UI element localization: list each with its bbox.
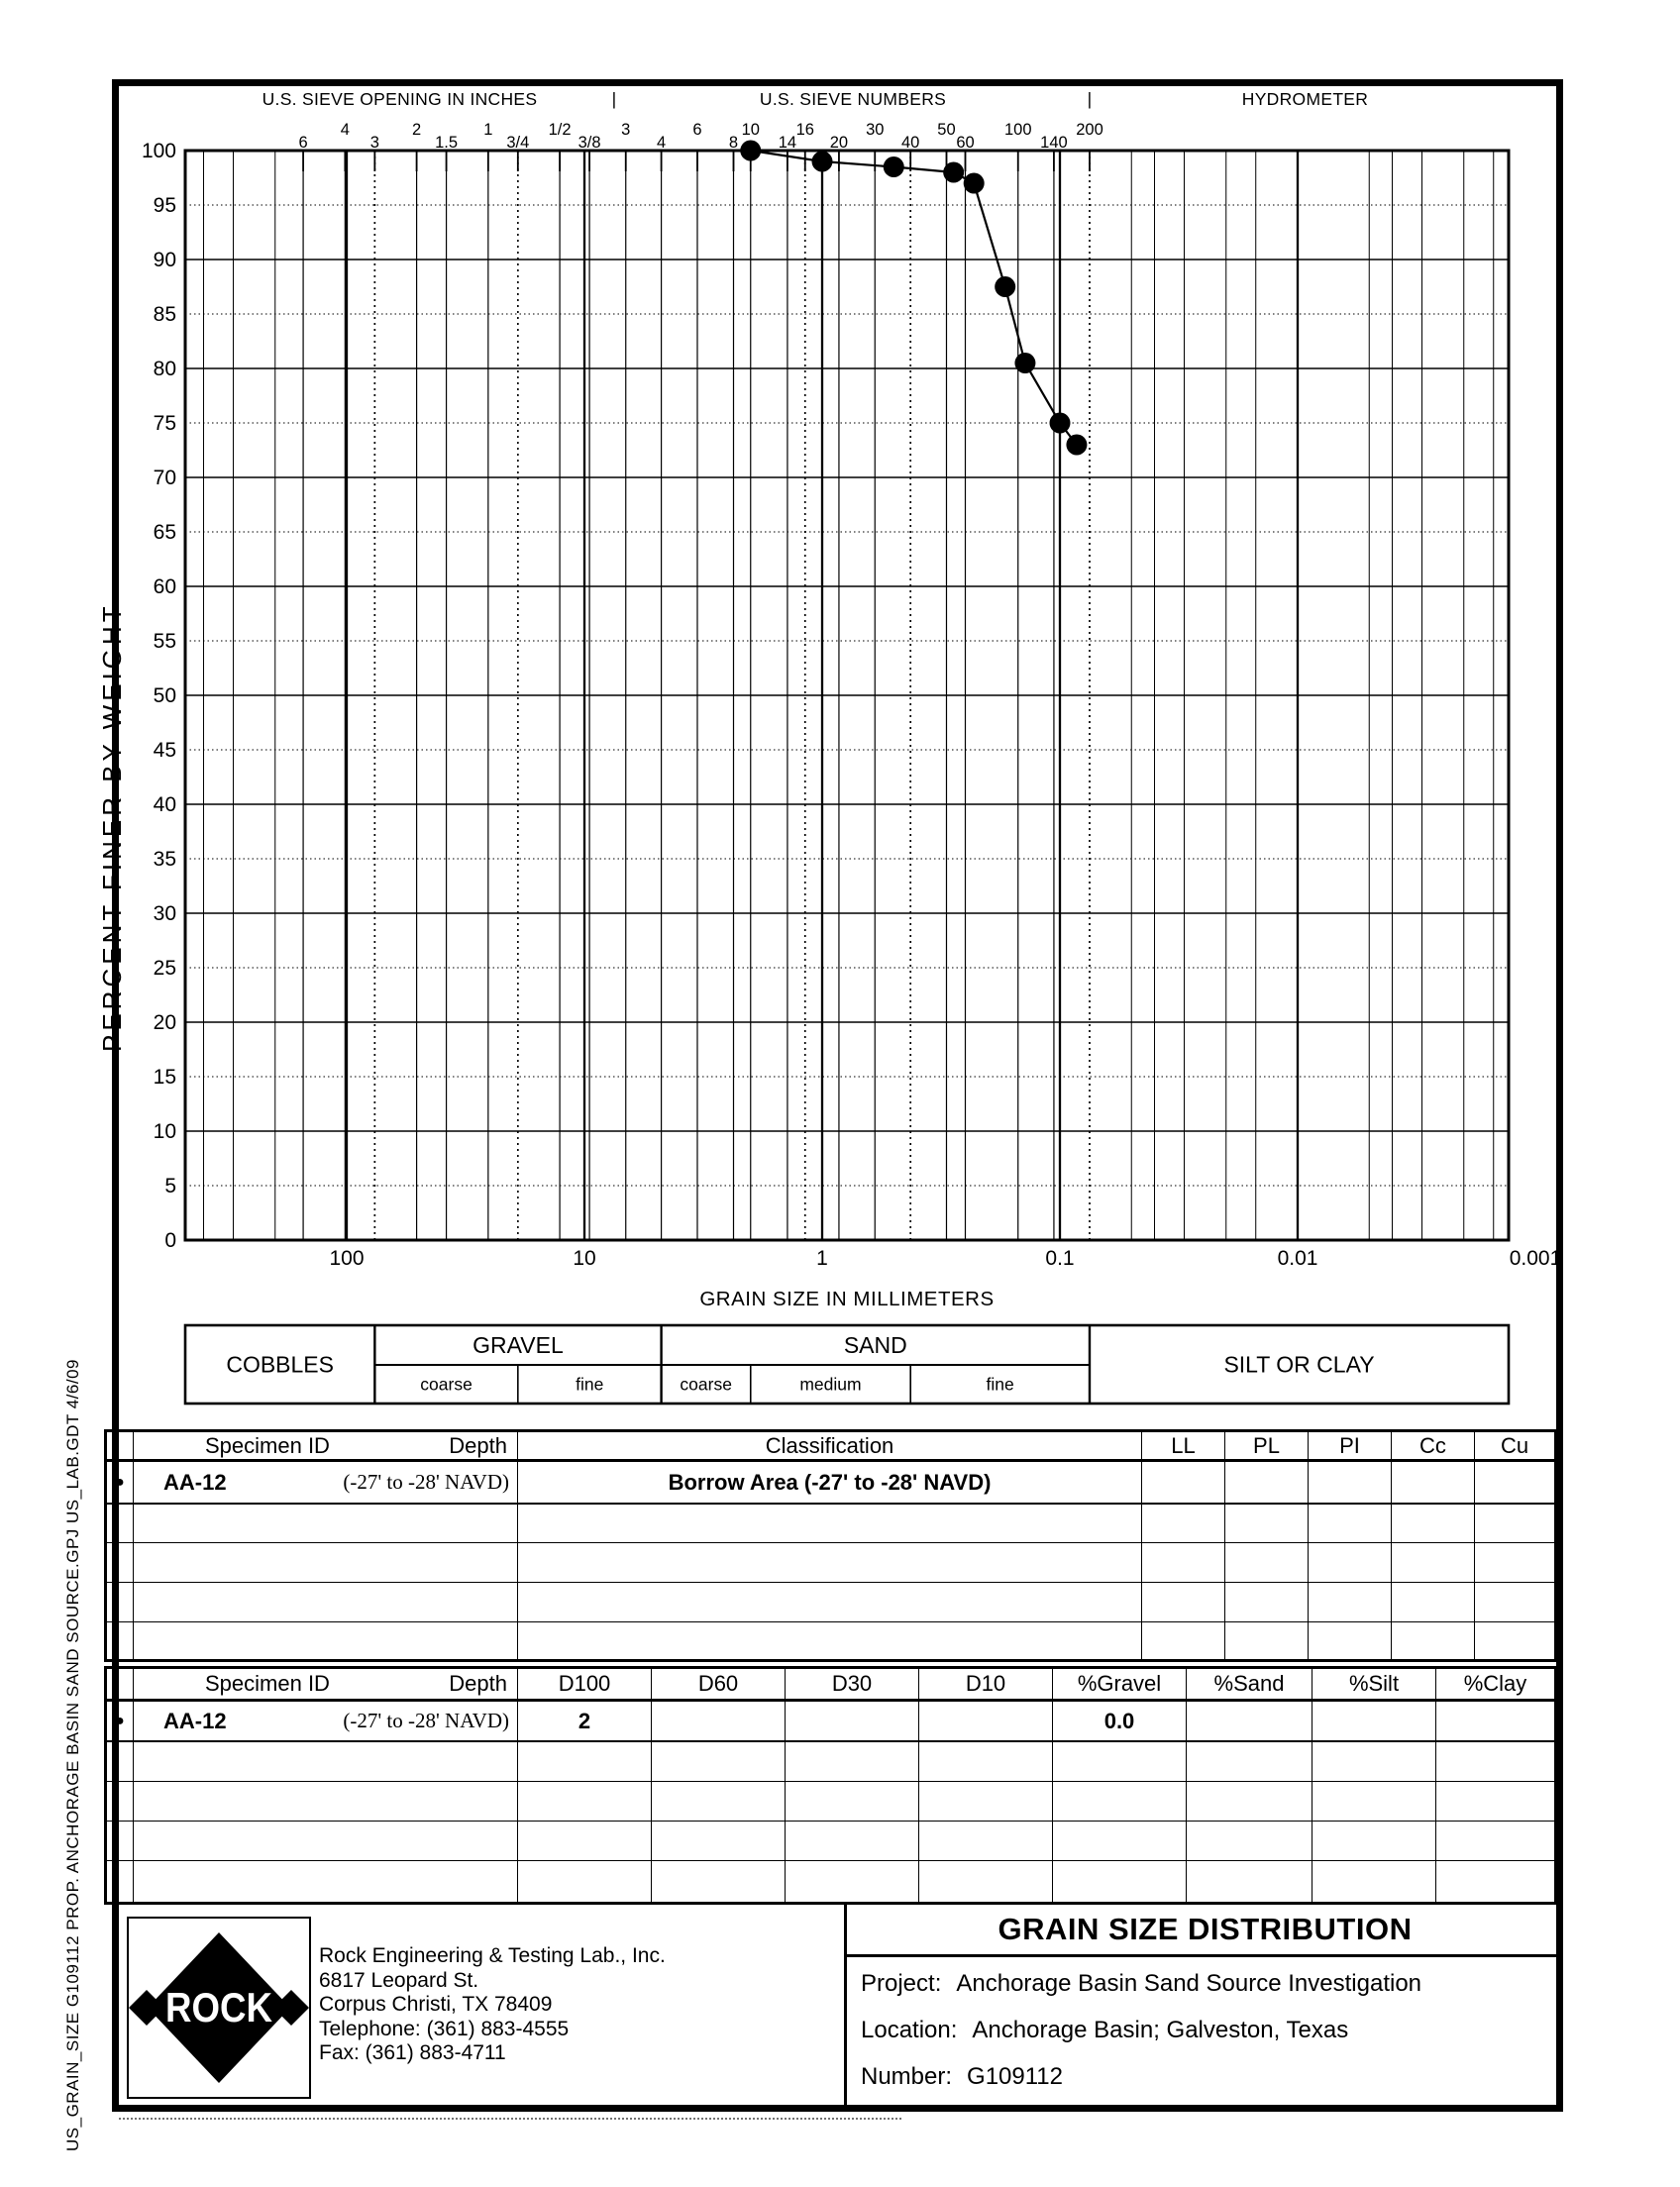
empty-cell <box>518 1742 652 1782</box>
empty-cell <box>1142 1583 1225 1622</box>
empty-cell <box>1225 1583 1309 1622</box>
company-info <box>319 1944 666 2066</box>
sieve-label: 8 <box>728 134 739 152</box>
empty-cell <box>1436 1861 1554 1902</box>
classification-table <box>104 1429 1557 1662</box>
empty-cell <box>1475 1543 1554 1583</box>
empty-cell <box>1187 1782 1312 1822</box>
empty-cell <box>1142 1622 1225 1659</box>
sieve-label: 3/4 <box>506 134 530 152</box>
empty-cell <box>518 1583 1142 1622</box>
sieve-label: 20 <box>829 134 849 152</box>
x-tick-label: 0.1 <box>1045 1247 1075 1270</box>
axis-group-separator: | <box>611 89 617 109</box>
empty-cell <box>1225 1622 1309 1659</box>
column-header: D60 <box>652 1669 786 1702</box>
company-fax: Fax: (361) 883-4711 <box>319 2041 506 2064</box>
location-row <box>861 2015 1348 2046</box>
empty-cell <box>786 1782 919 1822</box>
sieve-label: 1 <box>483 121 493 139</box>
empty-cell <box>107 1583 134 1622</box>
empty-cell <box>518 1822 652 1861</box>
x-tick-label: 100 <box>329 1247 365 1270</box>
data-point <box>1014 353 1035 373</box>
number-value: G109112 <box>967 2063 1064 2090</box>
value-cell <box>919 1702 1053 1742</box>
y-tick-label: 5 <box>164 1175 176 1198</box>
series-marker: ● <box>107 1702 134 1742</box>
empty-cell <box>1475 1622 1554 1659</box>
y-tick-label: 10 <box>153 1120 176 1143</box>
empty-cell <box>919 1822 1053 1861</box>
depth-header: Depth <box>449 1671 507 1696</box>
title-block-right <box>847 1905 1563 2112</box>
gradation-curve <box>751 151 1077 445</box>
y-tick-label: 50 <box>153 684 176 707</box>
empty-cell <box>1053 1782 1187 1822</box>
number-row <box>861 2061 1063 2093</box>
data-point <box>812 152 833 172</box>
top-axis-group-sieve-numbers: U.S. SIEVE NUMBERS <box>759 89 947 109</box>
sieve-label: 60 <box>956 134 975 152</box>
column-header: %Clay <box>1436 1669 1554 1702</box>
empty-cell <box>1053 1822 1187 1861</box>
y-tick-label: 65 <box>153 521 176 544</box>
empty-cell <box>1436 1742 1554 1782</box>
empty-cell <box>134 1505 518 1543</box>
sieve-label: 4 <box>656 134 667 152</box>
sieve-label: 14 <box>778 134 797 152</box>
company-street: 6817 Leopard St. <box>319 1968 479 1992</box>
empty-cell <box>518 1543 1142 1583</box>
empty-cell <box>1475 1583 1554 1622</box>
data-point <box>995 276 1015 297</box>
logo-left-wing <box>129 1990 164 2026</box>
empty-cell <box>107 1861 134 1902</box>
x-axis-title: GRAIN SIZE IN MILLIMETERS <box>699 1288 995 1310</box>
location-label: Location: <box>861 2017 958 2043</box>
empty-cell <box>134 1742 518 1782</box>
top-axis-group-sieve-inches: U.S. SIEVE OPENING IN INCHES <box>262 89 538 109</box>
location-value: Anchorage Basin; Galveston, Texas <box>972 2017 1349 2043</box>
specimen-id-header: Specimen ID <box>205 1432 330 1458</box>
sieve-label: 16 <box>795 121 814 139</box>
gradation-table <box>104 1666 1557 1905</box>
axis-group-separator: | <box>1087 89 1093 109</box>
x-tick-label: 1 <box>816 1247 828 1270</box>
y-tick-label: 80 <box>153 358 176 380</box>
sieve-label: 10 <box>741 121 760 139</box>
specimen-row-id <box>134 1702 518 1742</box>
x-tick-label: 0.01 <box>1277 1247 1318 1270</box>
value-cell: 0.0 <box>1053 1702 1187 1742</box>
column-header: D100 <box>518 1669 652 1702</box>
sieve-label: 6 <box>298 134 308 152</box>
value-cell <box>786 1702 919 1742</box>
class-gravel: GRAVEL <box>472 1332 564 1358</box>
empty-cell <box>1053 1861 1187 1902</box>
value-cell <box>1309 1462 1392 1505</box>
logo-text: ROCK <box>165 1984 272 2031</box>
specimen-row-id <box>134 1462 518 1505</box>
y-tick-label: 85 <box>153 303 176 326</box>
header-specimen-depth <box>134 1432 518 1462</box>
empty-cell <box>107 1505 134 1543</box>
number-label: Number: <box>861 2063 953 2090</box>
data-point <box>884 156 904 177</box>
empty-cell <box>134 1822 518 1861</box>
y-tick-label: 70 <box>153 467 176 489</box>
data-point <box>943 162 964 183</box>
depth-header: Depth <box>449 1432 507 1458</box>
column-header: %Gravel <box>1053 1669 1187 1702</box>
empty-cell <box>919 1742 1053 1782</box>
series-marker: ● <box>107 1462 134 1505</box>
class-silt-or-clay: SILT OR CLAY <box>1223 1351 1375 1378</box>
empty-cell <box>652 1822 786 1861</box>
rock-logo <box>129 1919 309 2097</box>
class-sand: SAND <box>843 1332 907 1358</box>
sieve-label: 140 <box>1040 134 1068 152</box>
empty-cell <box>1225 1505 1309 1543</box>
column-header: LL <box>1142 1432 1225 1462</box>
data-point <box>740 141 761 161</box>
sieve-label: 1/2 <box>548 121 572 139</box>
sieve-label: 100 <box>1003 121 1032 139</box>
x-tick-label: 10 <box>573 1247 596 1270</box>
empty-cell <box>786 1861 919 1902</box>
file-info-vertical-text: US_GRAIN_SIZE G109112 PROP. ANCHORAGE BASIN SAND SOURCE.GPJ US_LAB.GDT 4/6/09 <box>63 1359 82 2151</box>
title-block <box>112 1905 1563 2112</box>
empty-cell <box>1142 1505 1225 1543</box>
sieve-label: 3 <box>369 134 379 152</box>
specimen-id-header: Specimen ID <box>205 1671 330 1696</box>
sieve-label: 50 <box>937 121 956 139</box>
y-tick-label: 95 <box>153 194 176 217</box>
y-tick-label: 40 <box>153 793 176 816</box>
class-cobbles: COBBLES <box>226 1351 334 1378</box>
y-tick-label: 100 <box>141 140 176 162</box>
empty-cell <box>1312 1742 1436 1782</box>
empty-cell <box>107 1543 134 1583</box>
x-tick-label: 0.001 <box>1509 1247 1562 1270</box>
project-value: Anchorage Basin Sand Source Investigation <box>956 1970 1422 1997</box>
empty-cell <box>107 1782 134 1822</box>
empty-cell <box>786 1742 919 1782</box>
y-tick-label: 25 <box>153 957 176 980</box>
empty-cell <box>518 1861 652 1902</box>
sieve-label: 40 <box>901 134 920 152</box>
column-header: Cu <box>1475 1432 1554 1462</box>
top-axis-group-hydrometer: HYDROMETER <box>1241 89 1369 109</box>
empty-cell <box>1309 1583 1392 1622</box>
project-row <box>861 1968 1421 2000</box>
y-tick-label: 60 <box>153 575 176 598</box>
y-tick-label: 30 <box>153 902 176 925</box>
sieve-label: 1.5 <box>435 134 459 152</box>
class-sand-medium: medium <box>799 1374 862 1395</box>
value-cell <box>652 1702 786 1742</box>
class-sand-coarse: coarse <box>680 1374 732 1395</box>
class-gravel-coarse: coarse <box>420 1374 472 1395</box>
value-cell <box>1475 1462 1554 1505</box>
empty-cell <box>1436 1822 1554 1861</box>
empty-cell <box>919 1782 1053 1822</box>
empty-cell <box>652 1782 786 1822</box>
empty-cell <box>1312 1861 1436 1902</box>
specimen-depth: (-27' to -28' NAVD) <box>343 1470 509 1494</box>
sieve-label: 3/8 <box>578 134 601 152</box>
column-header: D10 <box>919 1669 1053 1702</box>
empty-cell <box>107 1822 134 1861</box>
data-point <box>1066 435 1087 456</box>
sieve-label: 4 <box>340 121 350 139</box>
header-specimen-depth <box>134 1669 518 1702</box>
value-cell <box>1225 1462 1309 1505</box>
empty-cell <box>134 1782 518 1822</box>
empty-cell <box>518 1622 1142 1659</box>
y-tick-label: 55 <box>153 630 176 653</box>
empty-cell <box>1309 1543 1392 1583</box>
empty-cell <box>107 1742 134 1782</box>
data-point <box>964 173 985 194</box>
empty-cell <box>919 1861 1053 1902</box>
column-header: PL <box>1225 1432 1309 1462</box>
grain-size-distribution-chart <box>112 79 1563 1416</box>
y-tick-label: 75 <box>153 412 176 435</box>
empty-cell <box>1053 1742 1187 1782</box>
value-cell <box>1142 1462 1225 1505</box>
class-sand-fine: fine <box>986 1374 1014 1395</box>
value-cell <box>1187 1702 1312 1742</box>
column-header: %Sand <box>1187 1669 1312 1702</box>
empty-cell <box>786 1822 919 1861</box>
empty-cell <box>652 1742 786 1782</box>
class-gravel-fine: fine <box>576 1374 604 1395</box>
y-tick-label: 90 <box>153 249 176 271</box>
sieve-label: 6 <box>692 121 702 139</box>
empty-cell <box>1225 1543 1309 1583</box>
logo-right-wing <box>273 1990 309 2026</box>
empty-cell <box>1392 1622 1475 1659</box>
specimen-depth: (-27' to -28' NAVD) <box>343 1709 509 1732</box>
empty-cell <box>518 1782 652 1822</box>
empty-cell <box>134 1583 518 1622</box>
company-logo <box>127 1917 311 2099</box>
empty-cell <box>1142 1543 1225 1583</box>
column-header: %Silt <box>1312 1669 1436 1702</box>
y-tick-label: 0 <box>164 1229 176 1252</box>
scan-artifact-line <box>119 2118 901 2120</box>
empty-cell <box>1187 1822 1312 1861</box>
empty-cell <box>1392 1583 1475 1622</box>
value-cell: 2 <box>518 1702 652 1742</box>
chart-layer <box>142 121 1561 1404</box>
empty-cell <box>652 1861 786 1902</box>
empty-cell <box>518 1505 1142 1543</box>
empty-cell <box>107 1622 134 1659</box>
empty-cell <box>1312 1782 1436 1822</box>
column-header: PI <box>1309 1432 1392 1462</box>
value-cell <box>1436 1702 1554 1742</box>
empty-cell <box>1392 1543 1475 1583</box>
y-tick-label: 45 <box>153 739 176 762</box>
project-label: Project: <box>861 1970 942 1997</box>
value-cell <box>1312 1702 1436 1742</box>
y-tick-label: 20 <box>153 1011 176 1034</box>
company-phone: Telephone: (361) 883-4555 <box>319 2017 570 2040</box>
empty-cell <box>134 1861 518 1902</box>
column-header: Classification <box>518 1432 1142 1462</box>
column-header: D30 <box>786 1669 919 1702</box>
data-point <box>1050 413 1071 434</box>
sieve-label: 2 <box>411 121 422 139</box>
header-marker-cell <box>107 1432 134 1462</box>
empty-cell <box>134 1543 518 1583</box>
value-cell: Borrow Area (-27' to -28' NAVD) <box>518 1462 1142 1505</box>
empty-cell <box>1309 1505 1392 1543</box>
sieve-label: 30 <box>866 121 885 139</box>
y-tick-label: 35 <box>153 848 176 871</box>
empty-cell <box>1309 1622 1392 1659</box>
empty-cell <box>1187 1742 1312 1782</box>
company-name: Rock Engineering & Testing Lab., Inc. <box>319 1944 666 1967</box>
specimen-id: AA-12 <box>163 1708 227 1733</box>
empty-cell <box>1475 1505 1554 1543</box>
company-city: Corpus Christi, TX 78409 <box>319 1993 553 2016</box>
y-tick-label: 15 <box>153 1066 176 1089</box>
report-title: GRAIN SIZE DISTRIBUTION <box>847 1905 1563 1957</box>
empty-cell <box>134 1622 518 1659</box>
sieve-label: 3 <box>621 121 631 139</box>
empty-cell <box>1392 1505 1475 1543</box>
y-axis-title: PERCENT FINER BY WEIGHT <box>97 602 127 1052</box>
column-header: Cc <box>1392 1432 1475 1462</box>
empty-cell <box>1312 1822 1436 1861</box>
value-cell <box>1392 1462 1475 1505</box>
empty-cell <box>1436 1782 1554 1822</box>
empty-cell <box>1187 1861 1312 1902</box>
specimen-id: AA-12 <box>163 1469 227 1495</box>
sieve-label: 200 <box>1076 121 1103 139</box>
header-marker-cell <box>107 1669 134 1702</box>
